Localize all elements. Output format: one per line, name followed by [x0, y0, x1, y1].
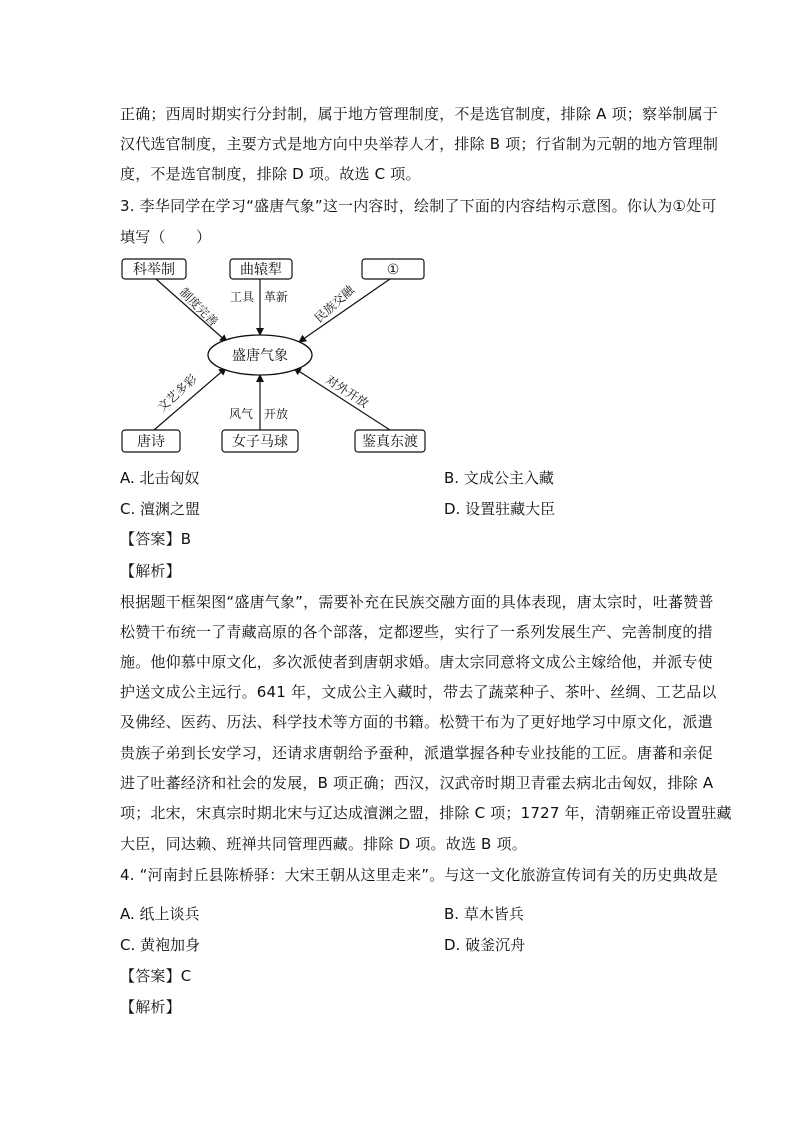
edge-label: 革新 — [263, 290, 289, 304]
box-keju — [122, 259, 186, 279]
box-tangshi — [122, 430, 180, 452]
edge-label: 文艺多彩 — [154, 371, 200, 415]
analysis-line: 进了吐蕃经济和社会的发展，B 项正确；西汉，汉武帝时期卫青霍去病北击匈奴，排除 A — [120, 774, 714, 792]
box-label: 曲辕犁 — [240, 262, 282, 278]
arrow-bottom-right — [294, 368, 390, 430]
analysis-line: 根据题干框架图“盛唐气象”，需要补充在民族交融方面的具体表现，唐太宗时，吐蕃赞普 — [120, 593, 714, 611]
box-label: ① — [386, 262, 400, 278]
box-jianzhen — [355, 430, 425, 452]
option-d: D. 设置驻藏大臣 — [444, 500, 556, 518]
option-d: D. 破釜沉舟 — [444, 936, 526, 954]
option-b: B. 文成公主入藏 — [444, 469, 554, 487]
box-nvzimaqiu — [222, 430, 298, 452]
analysis-line: 施。他仰慕中原文化，多次派使者到唐朝求婚。唐太宗同意将文成公主嫁给他，并派专使 — [120, 653, 713, 671]
box-label: 鉴真东渡 — [362, 434, 418, 450]
analysis-line: 护送文成公主远行。641 年，文成公主入藏时，带去了蔬菜种子、茶叶、丝绸、工艺品以 — [120, 683, 717, 701]
arrow-top-left — [156, 279, 227, 342]
analysis-line: 及佛经、医药、历法、科学技术等方面的书籍。松赞干布为了更好地学习中原文化，派遣 — [120, 713, 713, 731]
option-a: A. 北击匈奴 — [120, 469, 200, 487]
text-line: 汉代选官制度，主要方式是地方向中央举荐人才，排除 B 项；行省制为元朝的地方管理制 — [120, 135, 719, 153]
text-line: 度，不是选官制度，排除 D 项。故选 C 项。 — [120, 165, 421, 183]
analysis-heading: 【解析】 — [120, 998, 181, 1016]
analysis-line: 贵族子弟到长安学习，还请求唐朝给予蚕种，派遣掌握各种专业技能的工匠。唐蕃和亲促 — [120, 744, 713, 762]
edge-label: 制度完善 — [176, 285, 221, 330]
analysis-line: 大臣，同达赖、班禅共同管理西藏。排除 D 项。故选 B 项。 — [120, 835, 527, 853]
analysis-heading: 【解析】 — [120, 562, 181, 580]
option-a: A. 纸上谈兵 — [120, 905, 200, 923]
question-stem: 3. 李华同学在学习“盛唐气象”这一内容时，绘制了下面的内容结构示意图。你认为①处可 — [120, 197, 717, 215]
edge-label: 风气 — [228, 407, 254, 421]
box-quyuanli — [230, 259, 292, 279]
question-stem: 填写（ ） — [120, 228, 212, 246]
center-label: 盛唐气象 — [232, 348, 288, 364]
option-c: C. 澶渊之盟 — [120, 500, 201, 518]
text-line: 正确；西周时期实行分封制，属于地方管理制度，不是选官制度，排除 A 项；察举制属于 — [120, 105, 719, 123]
option-c: C. 黄袍加身 — [120, 936, 201, 954]
edge-label: 对外开放 — [323, 372, 372, 411]
box-label: 女子马球 — [232, 434, 288, 450]
question-stem: 4. “河南封丘县陈桥驿：大宋王朝从这里走来”。与这一文化旅游宣传词有关的历史典故是 — [120, 866, 719, 884]
box-blank-1 — [362, 259, 424, 279]
edge-label: 民族交融 — [311, 282, 357, 326]
edge-label: 开放 — [263, 407, 289, 421]
box-label: 科举制 — [133, 262, 175, 278]
option-b: B. 草木皆兵 — [444, 905, 524, 923]
answer: 【答案】B — [120, 530, 192, 548]
edge-label: 工具 — [229, 290, 255, 304]
analysis-line: 项；北宋，宋真宗时期北宋与辽达成澶渊之盟，排除 C 项；1727 年，清朝雍正帝设置驻藏 — [120, 804, 732, 822]
answer: 【答案】C — [120, 967, 192, 985]
center-node — [208, 335, 312, 375]
box-label: 唐诗 — [137, 434, 165, 450]
analysis-line: 松赞干布统一了青藏高原的各个部落，定都逻些，实行了一系列发展生产、完善制度的措 — [120, 623, 713, 641]
structure-diagram — [112, 252, 442, 458]
